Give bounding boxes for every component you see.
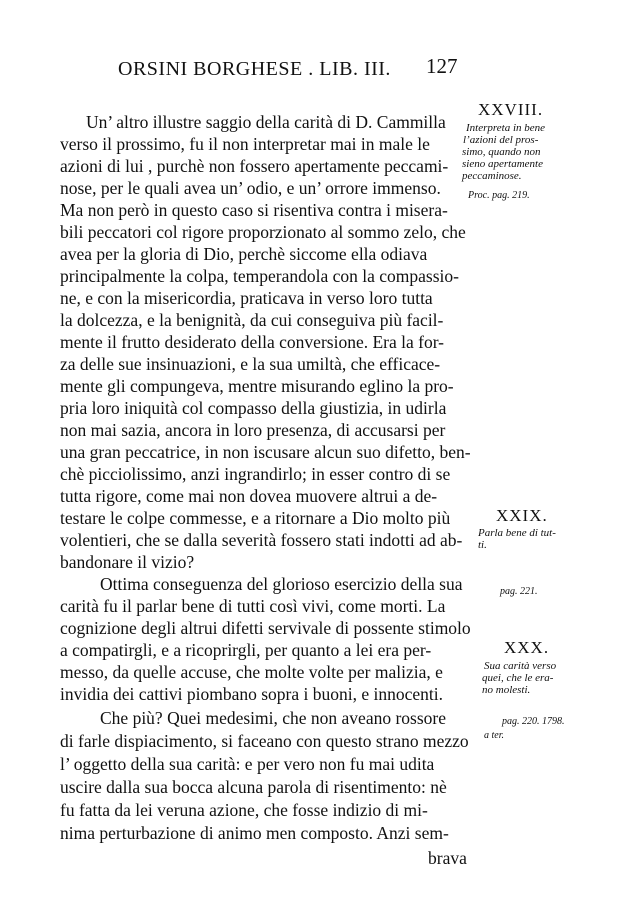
margin-section-number: XXX. — [504, 638, 550, 657]
text-line: mente il frutto desiderato della conversione. Era la for- — [60, 332, 445, 352]
text-line: mente gli compungeva, mentre misurando eglino la pro- — [60, 376, 454, 396]
margin-note-line: ti. — [478, 539, 487, 551]
margin-reference: Proc. pag. 219. — [468, 190, 530, 201]
text-line: principalmente la colpa, temperandola con la compassio- — [60, 266, 459, 286]
text-line: Un’ altro illustre saggio della carità di D. Cammilla — [86, 112, 446, 132]
catchword: brava — [428, 848, 467, 868]
text-line: ne, e con la misericordia, praticava in verso loro tutta — [60, 288, 433, 308]
margin-note-line: simo, quando non — [462, 146, 541, 158]
text-line: di farle dispiacimento, si faceano con questo strano mezzo — [60, 731, 469, 751]
text-line: volentieri, che se dalla severità fossero stati indotti ad ab- — [60, 530, 463, 550]
text-line: verso il prossimo, fu il non interpretar mai in male le — [60, 134, 430, 154]
margin-note-line: Sua carità verso — [484, 660, 557, 672]
text-line: fu fatta da lei veruna azione, che fosse indizio di mi- — [60, 800, 428, 820]
text-line: carità fu il parlar bene di tutti così vivi, come morti. La — [60, 596, 446, 616]
text-line: non mai sazia, ancora in loro presenza, di accusarsi per — [60, 420, 446, 440]
text-line: uscire dalla sua bocca alcuna parola di risentimento: nè — [60, 777, 447, 797]
margin-note-line: Interpreta in bene — [466, 122, 546, 134]
text-line: Ottima conseguenza del glorioso esercizio della sua — [100, 574, 463, 594]
text-line: una gran peccatrice, in non iscusare alcun suo difetto, ben- — [60, 442, 471, 462]
margin-note-line: quei, che le era- — [482, 672, 554, 684]
text-line: testare le colpe commesse, e a ritornare a Dio molto più — [60, 508, 451, 528]
margin-note-line: sieno apertamente — [462, 158, 543, 170]
text-line: azioni di lui , purchè non fossero apertamente peccami- — [60, 156, 449, 176]
text-line: bandonare il vizio? — [60, 552, 195, 572]
margin-section-number: XXIX. — [496, 506, 548, 525]
text-line: Che più? Quei medesimi, che non aveano rossore — [100, 708, 447, 728]
page-number: 127 — [426, 54, 458, 78]
text-line: messo, da quelle accuse, che molte volte per malizia, e — [60, 662, 443, 682]
text-line: pria loro iniquità col compasso della giustizia, in udirla — [60, 398, 447, 418]
text-line: a compatirgli, e a ricoprirgli, per quanto a lei era per- — [60, 640, 432, 660]
text-line: za delle sue insinuazioni, e la sua umiltà, che efficace- — [60, 354, 441, 374]
margin-note-line: l’azioni del pros- — [463, 134, 539, 146]
text-line: Ma non però in questo caso si risentiva contra i misera- — [60, 200, 448, 220]
text-line: cognizione degli altrui difetti servivale di possente stimolo — [60, 618, 471, 638]
margin-note-line: peccaminose. — [462, 170, 522, 182]
margin-reference: pag. 220. 1798. — [502, 716, 565, 727]
margin-reference-extra: a ter. — [484, 730, 504, 741]
margin-note-line: no molesti. — [482, 684, 531, 696]
text-line: la dolcezza, e la benignità, da cui conseguiva più facil- — [60, 310, 444, 330]
text-line: nima perturbazione di animo men composto. Anzi sem- — [60, 823, 449, 843]
margin-reference: pag. 221. — [500, 586, 538, 597]
text-line: tutta rigore, come mai non dovea muovere altrui a de- — [60, 486, 438, 506]
text-line: avea per la gloria di Dio, perchè siccome ella odiava — [60, 244, 428, 264]
running-head: ORSINI BORGHESE . LIB. III. — [118, 58, 391, 80]
text-line: l’ oggetto della sua carità: e per vero non fu mai udita — [60, 754, 435, 774]
text-line: chè picciolissimo, anzi ingrandirlo; in esser contro di se — [60, 464, 451, 484]
margin-section-number: XXVIII. — [478, 100, 544, 119]
text-line: bili peccatori col rigore proporzionato al sommo zelo, che — [60, 222, 466, 242]
text-line: invidia dei cattivi piombano sopra i buoni, e innocenti. — [60, 684, 443, 704]
text-line: nose, per le quali avea un’ odio, e un’ orrore immenso. — [60, 178, 441, 198]
margin-note-line: Parla bene di tut- — [478, 527, 556, 539]
